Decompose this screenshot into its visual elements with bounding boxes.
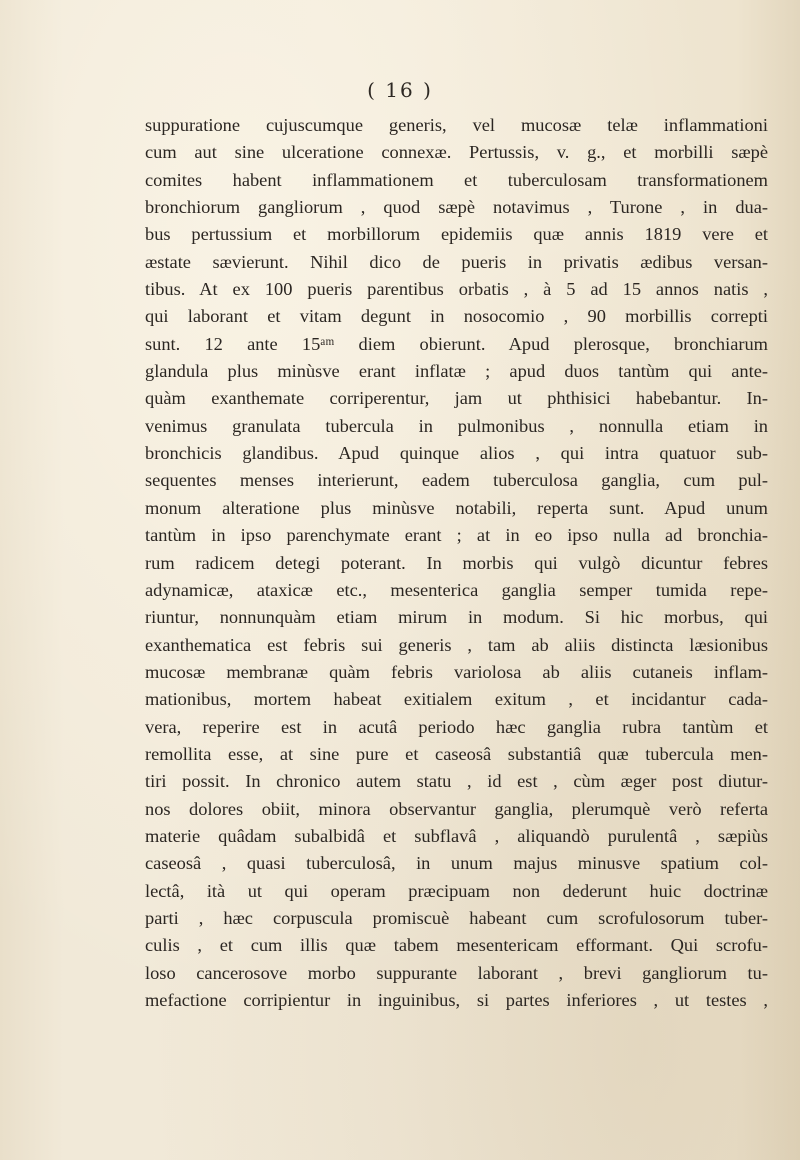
text-line: nos dolores obiit, minora observantur ganglia, plerumquè verò referta	[145, 798, 768, 819]
text-line: cum aut sine ulceratione connexæ. Pertussis, v. g., et morbilli sæpè	[145, 142, 768, 163]
text-line: monum alteratione plus minùsve notabili, reperta sunt. Apud unum	[145, 497, 768, 518]
text-line: bronchicis glandibus. Apud quinque alios , qui intra quatuor sub-	[145, 443, 768, 464]
text-line: tiri possit. In chronico autem statu , id est , cùm æger post diutur-	[145, 771, 768, 792]
body-text	[145, 112, 768, 1014]
text-line: quàm exanthemate corriperentur, jam ut phthisici habebantur. In-	[145, 388, 768, 409]
text-line: æstate sævierunt. Nihil dico de pueris in privatis ædibus versan-	[145, 251, 768, 272]
text-line: mationibus, mortem habeat exitialem exitum , et incidantur cada-	[145, 689, 768, 710]
text-line: rum radicem detegi poterant. In morbis qui vulgò dicuntur febres	[145, 552, 768, 573]
text-line: bus pertussium et morbillorum epidemiis quæ annis 1819 vere et	[145, 224, 768, 245]
text-line: loso cancerosove morbo suppurante laborant , brevi gangliorum tu-	[145, 962, 768, 983]
text-line: exanthematica est febris sui generis , tam ab aliis distincta læsionibus	[145, 634, 768, 655]
text-line: riuntur, nonnunquàm etiam mirum in modum. Si hic morbus, qui	[145, 607, 768, 628]
text-line: culis , et cum illis quæ tabem mesentericam efformant. Qui scrofu-	[145, 935, 768, 956]
text-line: tibus. At ex 100 pueris parentibus orbatis , à 5 ad 15 annos natis ,	[145, 279, 768, 300]
text-line: parti , hæc corpuscula promiscuè habeant cum scrofulosorum tuber-	[145, 907, 768, 928]
text-line: remollita esse, at sine pure et caseosâ substantiâ quæ tubercula men-	[145, 743, 768, 764]
text-line: mucosæ membranæ quàm febris variolosa ab aliis cutaneis inflam-	[145, 661, 768, 682]
text-line: adynamicæ, ataxicæ etc., mesenterica ganglia semper tumida repe-	[145, 579, 768, 600]
text-line: glandula plus minùsve erant inflatæ ; apud duos tantùm qui ante-	[145, 361, 768, 382]
text-line: qui laborant et vitam degunt in nosocomio , 90 morbillis correpti	[145, 306, 768, 327]
text-line: bronchiorum gangliorum , quod sæpè notavimus , Turone , in dua-	[145, 197, 768, 218]
text-line: suppuratione cujuscumque generis, vel mucosæ telæ inflammationi	[145, 115, 768, 135]
text-line: vera, reperire est in acutâ periodo hæc ganglia rubra tantùm et	[145, 716, 768, 737]
text-line: venimus granulata tubercula in pulmonibus , nonnulla etiam in	[145, 415, 768, 436]
page-number: ( 16 )	[367, 78, 433, 102]
text-line: sequentes menses interierunt, eadem tuberculosa ganglia, cum pul-	[145, 470, 768, 491]
text-line: mefactione corripientur in inguinibus, si partes inferiores , ut testes ,	[145, 990, 768, 1010]
text-line: lectâ, ità ut qui operam præcipuam non dederunt huic doctrinæ	[145, 880, 768, 901]
text-line: caseosâ , quasi tuberculosâ, in unum majus minusve spatium col-	[145, 853, 768, 874]
text-line: comites habent inflammationem et tuberculosam transformationem	[145, 169, 768, 190]
text-line: tantùm in ipso parenchymate erant ; at in eo ipso nulla ad bronchia-	[145, 525, 768, 546]
text-line: sunt. 12 ante 15ᵃᵐ diem obierunt. Apud plerosque, bronchiarum	[145, 333, 768, 354]
text-line: materie quâdam subalbidâ et subflavâ , aliquandò purulentâ , sæpiùs	[145, 825, 768, 846]
